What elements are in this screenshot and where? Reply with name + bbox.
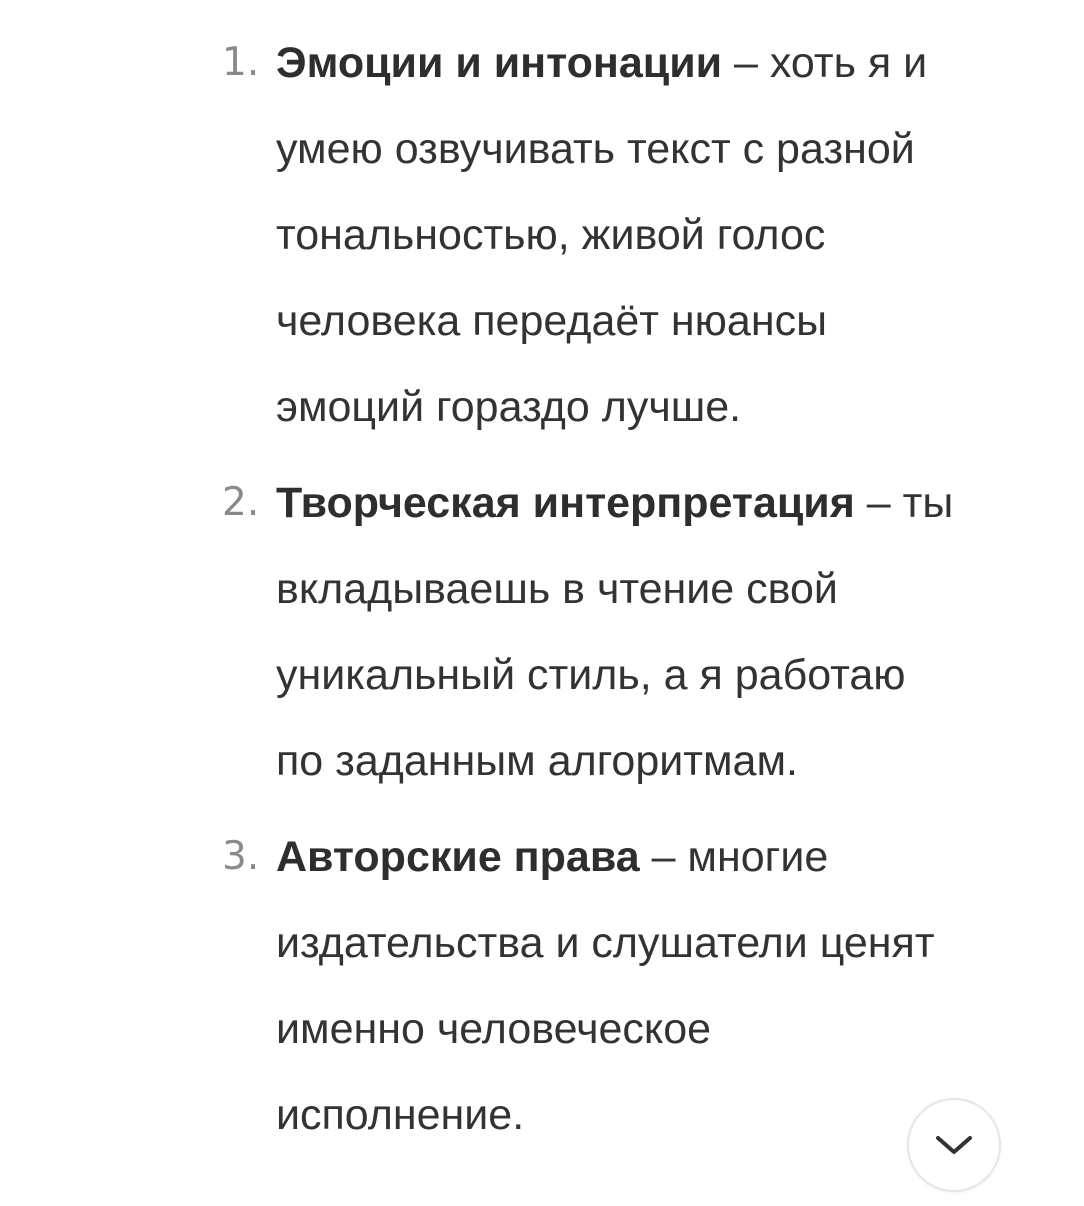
scroll-down-button[interactable] [907,1098,1001,1192]
list-item-line: вкладываешь в чтение свой [276,565,838,613]
list-item-line: – многие [639,833,829,881]
list-item-line: уникальный стиль, а я работаю [276,651,906,699]
list-item-title: Авторские права [276,833,640,881]
list-item [0,460,1084,804]
list-item-text [276,460,1036,804]
list-item-line: тональностью, живой голос [276,211,826,259]
list-item-line: умею озвучивать текст с разной [276,125,915,173]
list-item-first-line [276,460,1036,546]
list-item-line: эмоций гораздо лучше. [276,383,742,431]
list-item-line: – хоть я и [722,39,928,87]
list-item-title: Творческая интерпретация [276,479,855,527]
list-item-line: – ты [854,479,954,527]
list-item-line: по заданным алгоритмам. [276,737,798,785]
list-item-line: исполнение. [276,1091,525,1139]
list-item-number: 1. [222,40,260,85]
list-item-title: Эмоции и интонации [276,39,723,87]
list-item-text [276,20,1036,450]
list-item-text [276,814,1036,1158]
chevron-down-icon [932,1130,976,1160]
list-item-line: именно человеческое [276,1005,712,1053]
numbered-list [0,20,1084,1168]
list-item [0,814,1084,1158]
list-item-line: издательства и слушатели ценят [276,919,935,967]
list-item-first-line [276,814,1036,900]
list-item-first-line [276,20,1036,106]
list-item-line: человека передаёт нюансы [276,297,827,345]
list-item-number: 3. [222,834,260,879]
list-item [0,20,1084,450]
list-item-number: 2. [222,480,260,525]
